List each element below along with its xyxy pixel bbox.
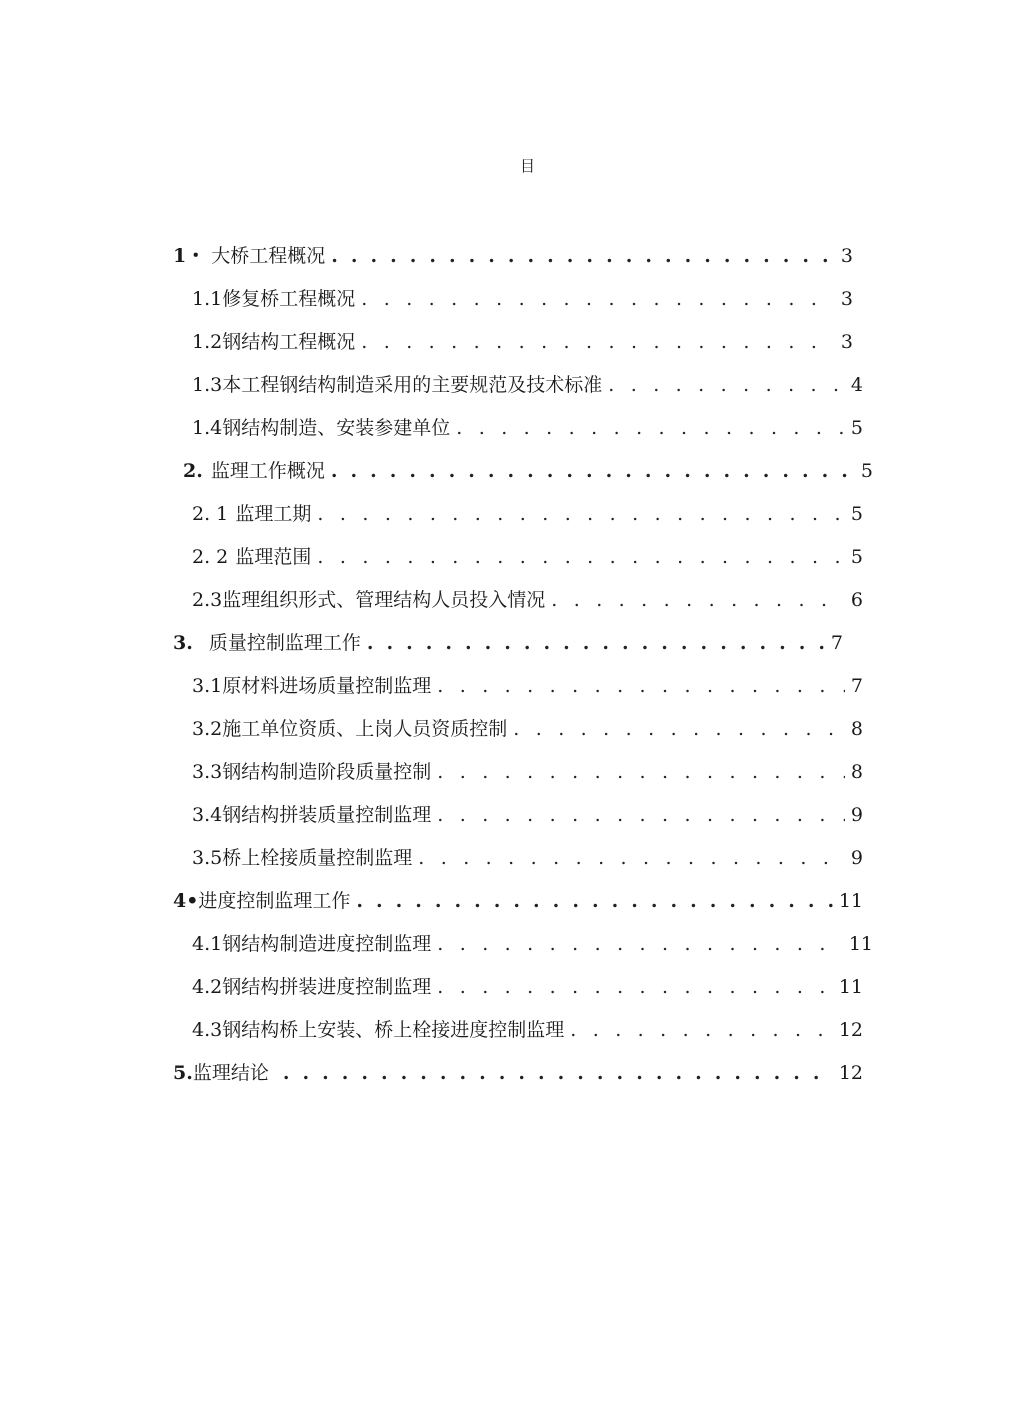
toc-leader-dots [418,843,845,873]
toc-entry-title: 修复桥工程概况 [222,288,356,310]
toc-entry-number: 1.4 [192,417,223,439]
toc-entry-title: 监理工期 [235,503,312,525]
toc-entry-title: 质量控制监理工作 [208,632,361,654]
toc-leader-dots [361,284,835,314]
toc-entry-number: 3. [173,632,193,654]
toc-entry[interactable] [192,929,873,959]
toc-entry[interactable] [192,843,863,873]
toc-entry-title: 监理范围 [235,546,312,568]
toc-entry-number: 2.3 [192,589,223,611]
toc-leader-dots [317,499,844,529]
toc-entry[interactable] [192,585,863,615]
toc-entry-title: 监理结论 [192,1062,269,1084]
toc-entry[interactable] [183,456,873,486]
toc-entry-title: 进度控制监理工作 [198,890,351,912]
toc-entry-title: 钢结构制造、安装参建单位 [222,417,451,439]
toc-leader-dots [356,886,832,916]
toc-entry-number: 3.4 [192,804,223,826]
toc-entry-number: 2. [183,460,203,482]
toc-leader-dots [331,456,855,486]
toc-leader-dots [283,1058,833,1088]
toc-entry-number: 4.1 [192,933,223,955]
toc-entry[interactable] [192,757,863,787]
toc-leader-dots [513,714,845,744]
page-heading: 目 [520,157,536,175]
toc-entry[interactable] [192,714,863,744]
toc-entry[interactable] [192,1015,863,1045]
toc-entry[interactable] [192,413,863,443]
toc-entry-page: 12 [838,1019,863,1041]
toc-entry[interactable] [173,1058,863,1088]
toc-entry-title: 监理组织形式、管理结构人员投入情况 [222,589,546,611]
toc-entry-page: 8 [850,718,863,740]
toc-entry-title: 钢结构制造进度控制监理 [222,933,432,955]
toc-entry-number: 3.1 [192,675,223,697]
toc-entry-page: 8 [850,761,863,783]
toc-entry-number: 4.2 [192,976,223,998]
toc-entry[interactable] [173,886,863,916]
toc-entry-page: 3 [840,245,853,267]
toc-entry-number: 1.3 [192,374,223,396]
toc-entry-title: 桥上栓接质量控制监理 [222,847,413,869]
toc-leader-dots [367,628,825,658]
toc-leader-dots [331,241,835,271]
toc-leader-dots [437,972,833,1002]
toc-entry-title: 钢结构桥上安装、桥上栓接进度控制监理 [222,1019,565,1041]
toc-entry[interactable] [192,671,863,701]
toc-entry-page: 6 [850,589,863,611]
toc-entry[interactable] [192,499,863,529]
toc-entry-number: 5. [173,1062,193,1084]
toc-entry-page: 5 [850,546,863,568]
toc-entry-page: 5 [850,503,863,525]
toc-leader-dots [456,413,845,443]
toc-entry[interactable] [192,284,853,314]
toc-entry-number: 2. 1 [192,503,229,525]
toc-entry[interactable] [192,972,863,1002]
toc-entry-number: 4.3 [192,1019,223,1041]
toc-entry[interactable] [192,800,863,830]
toc-entry-title: 本工程钢结构制造采用的主要规范及技术标准 [222,374,603,396]
toc-entry-number: 1.1 [192,288,223,310]
toc-entry-page: 7 [850,675,863,697]
toc-entry-title: 监理工作概况 [210,460,325,482]
toc-entry[interactable] [173,241,853,271]
toc-entry-page: 5 [860,460,873,482]
toc-entry-page: 7 [830,632,843,654]
toc-entry-number: 3.2 [192,718,223,740]
toc-entry-number: 2. 2 [192,546,229,568]
toc-entry-title: 原材料进场质量控制监理 [222,675,432,697]
toc-entry-page: 11 [838,976,863,998]
toc-entry-page: 9 [850,804,863,826]
toc-leader-dots [570,1015,833,1045]
toc-entry-title: 施工单位资质、上岗人员资质控制 [222,718,508,740]
toc-entry-title: 钢结构制造阶段质量控制 [222,761,432,783]
toc-entry[interactable] [192,327,853,357]
toc-entry-page: 5 [850,417,863,439]
toc-leader-dots [608,370,845,400]
toc-entry[interactable] [192,542,863,572]
toc-leader-dots [551,585,845,615]
toc-entry-number: 4• [173,890,199,912]
toc-entry-title: 钢结构工程概况 [222,331,356,353]
toc-entry-page: 4 [850,374,863,396]
toc-entry-title: 钢结构拼装质量控制监理 [222,804,432,826]
toc-entry-page: 11 [838,890,863,912]
toc-leader-dots [317,542,844,572]
toc-entry[interactable] [192,370,863,400]
toc-leader-dots [437,671,845,701]
toc-entry[interactable] [173,628,843,658]
toc-entry-number: 3.3 [192,761,223,783]
toc-entry-page: 9 [850,847,863,869]
toc-entry-page: 12 [838,1062,863,1084]
toc-leader-dots [437,800,845,830]
toc-leader-dots [437,929,835,959]
toc-entry-page: 3 [840,331,853,353]
toc-entry-number: 1・ [173,245,206,267]
toc-entry-title: 大桥工程概况 [211,245,326,267]
toc-leader-dots [361,327,835,357]
toc-entry-number: 1.2 [192,331,223,353]
toc-leader-dots [437,757,845,787]
toc-entry-title: 钢结构拼装进度控制监理 [222,976,432,998]
toc-entry-page: 3 [840,288,853,310]
toc-entry-number: 3.5 [192,847,223,869]
toc-entry-page: 11 [848,933,873,955]
